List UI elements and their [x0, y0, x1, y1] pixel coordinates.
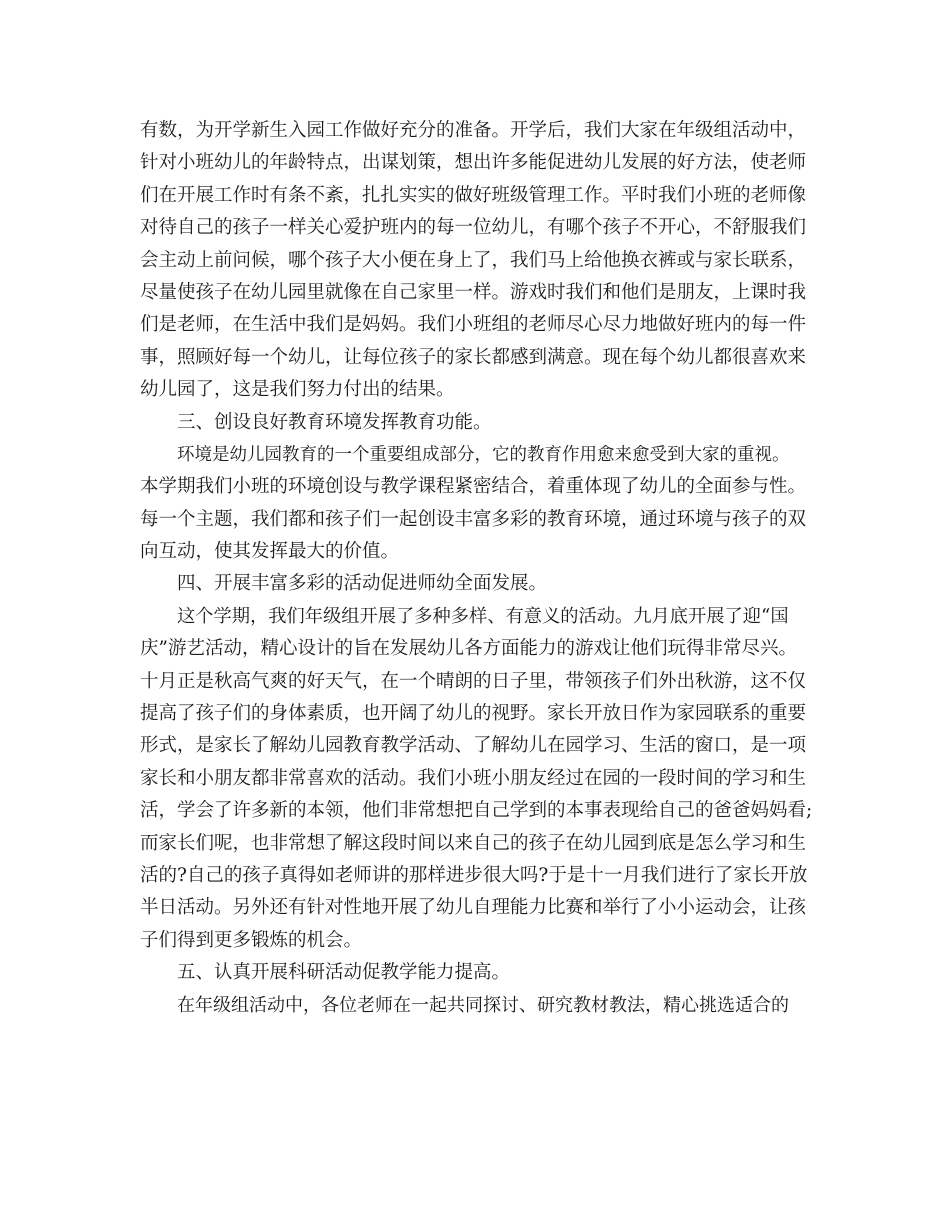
document-body: [140, 115, 825, 1022]
text-line: 们是老师，在生活中我们是妈妈。我们小班组的老师尽心尽力地做好班内的每一件: [140, 314, 807, 336]
text-line: 而家长们呢，也非常想了解这段时间以来自己的孩子在幼儿园到底是怎么学习和生: [140, 832, 807, 854]
text-line: 们在开展工作时有条不紊，扎扎实实的做好班级管理工作。平时我们小班的老师像: [140, 184, 807, 206]
text-line: 每一个主题，我们都和孩子们一起创设丰富多彩的教育环境，通过环境与孩子的双: [140, 508, 807, 530]
text-line: 家长和小朋友都非常喜欢的活动。我们小班小朋友经过在园的一段时间的学习和生: [140, 767, 807, 789]
text-line: 这个学期，我们年级组开展了多种多样、有意义的活动。九月底开展了迎“国: [177, 605, 789, 627]
text-line: 半日活动。另外还有针对性地开展了幼儿自理能力比赛和举行了小小运动会，让孩: [140, 897, 807, 919]
text-line: 子们得到更多锻炼的机会。: [140, 929, 363, 951]
text-line: 对待自己的孩子一样关心爱护班内的每一位幼儿，有哪个孩子不开心，不舒服我们: [140, 217, 807, 239]
text-line: 向互动，使其发挥最大的价值。: [140, 541, 400, 563]
text-line: 会主动上前问候，哪个孩子大小便在身上了，我们马上给他换衣裤或与家长联系，: [140, 249, 807, 271]
text-line: 尽量使孩子在幼儿园里就像在自己家里一样。游戏时我们和他们是朋友，上课时我: [140, 281, 807, 303]
text-line: 事，照顾好每一个幼儿，让每位孩子的家长都感到满意。现在每个幼儿都很喜欢来: [140, 346, 807, 368]
text-line: 四、开展丰富多彩的活动促进师幼全面发展。: [177, 573, 548, 595]
text-line: 五、认真开展科研活动促教学能力提高。: [177, 962, 511, 984]
text-line: 针对小班幼儿的年龄特点，出谋划策，想出许多能促进幼儿发展的好方法，使老师: [140, 152, 807, 174]
text-line: 有数，为开学新生入园工作做好充分的准备。开学后，我们大家在年级组活动中，: [140, 120, 807, 141]
text-line: 十月正是秋高气爽的好天气，在一个晴朗的日子里，带领孩子们外出秋游，这不仅: [140, 670, 807, 692]
text-line: 活，学会了许多新的本领，他们非常想把自己学到的本事表现给自己的爸爸妈妈看;: [140, 800, 813, 822]
text-line: 幼儿园了，这是我们努力付出的结果。: [140, 379, 455, 401]
text-line: 在年级组活动中，各位老师在一起共同探讨、研究教材教法，精心挑选适合的: [177, 994, 789, 1016]
text-line: 活的?自己的孩子真得如老师讲的那样进步很大吗?于是十一月我们进行了家长开放: [140, 864, 808, 886]
text-line: 三、创设良好教育环境发挥教育功能。: [177, 411, 492, 433]
text-line: 庆”游艺活动，精心设计的旨在发展幼儿各方面能力的游戏让他们玩得非常尽兴。: [140, 638, 797, 660]
text-line: 本学期我们小班的环境创设与教学课程紧密结合，着重体现了幼儿的全面参与性。: [140, 476, 807, 498]
text-line: 形式，是家长了解幼儿园教育教学活动、了解幼儿在园学习、生活的窗口，是一项: [140, 735, 807, 757]
text-line: 提高了孩子们的身体素质，也开阔了幼儿的视野。家长开放日作为家园联系的重要: [140, 703, 807, 725]
text-line: 环境是幼儿园教育的一个重要组成部分，它的教育作用愈来愈受到大家的重视。: [177, 444, 790, 465]
